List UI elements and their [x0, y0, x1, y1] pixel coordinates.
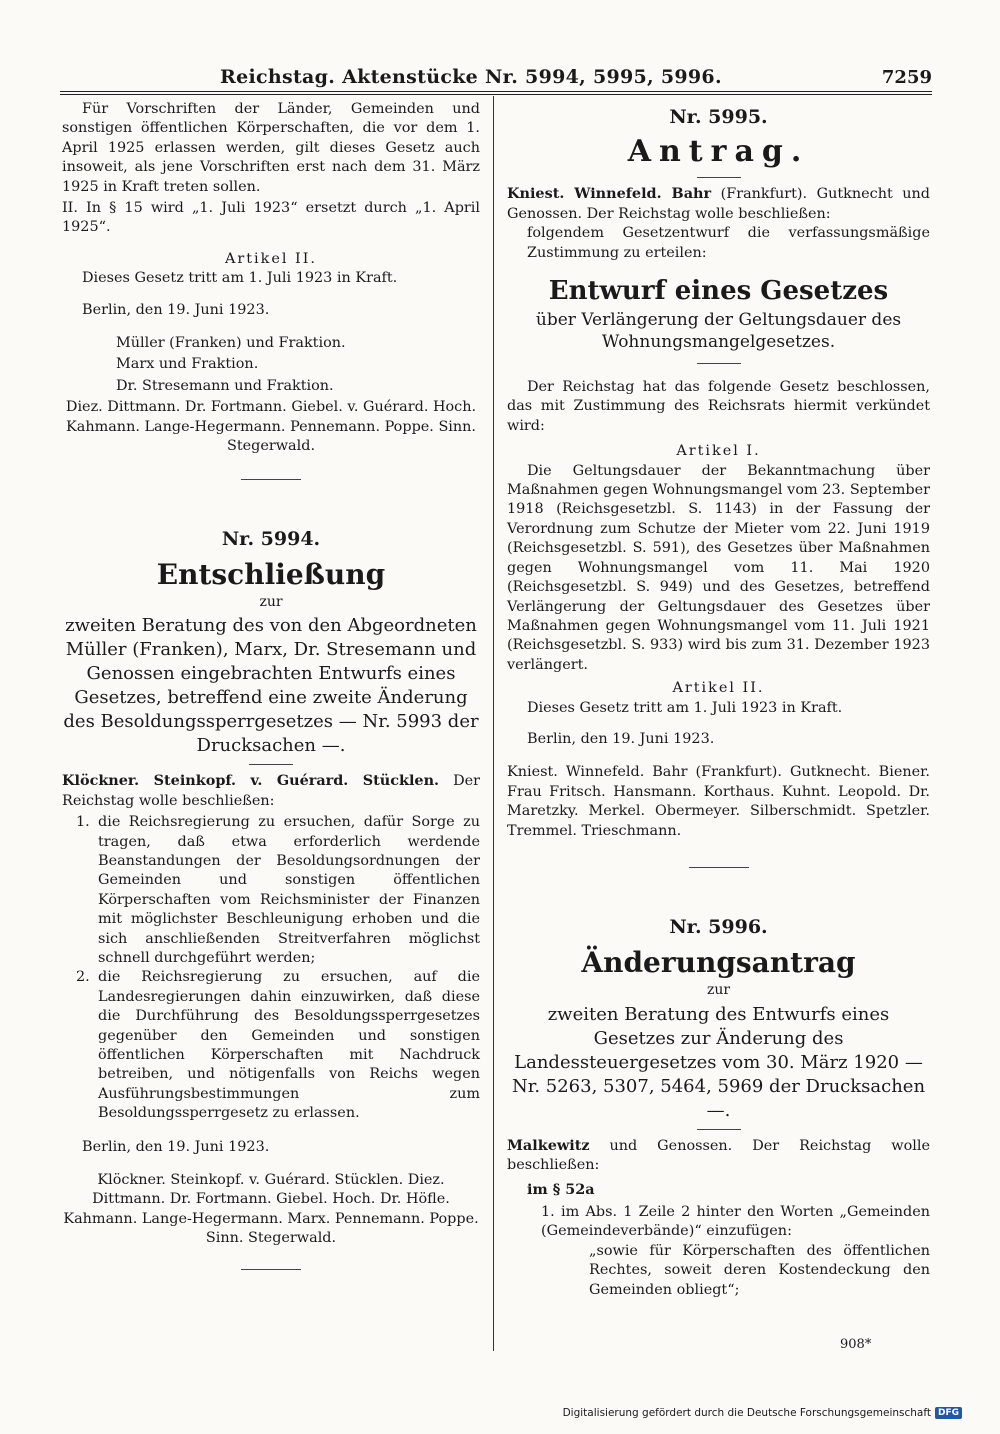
header-rule — [60, 91, 932, 95]
signatory-names: Diez. Dittmann. Dr. Fortmann. Giebel. v. Guérard. Hoch. Kahmann. Lange-Hegermann. Pennemann. Poppe. Sinn. Stegerwald. — [65, 399, 477, 455]
signer: Müller (Franken) und Fraktion. — [116, 335, 346, 352]
item-ii: II. In § 15 wird „1. Juli 1923“ ersetzt durch „1. April 1925“. — [62, 200, 480, 236]
page-code: 908* — [840, 1337, 872, 1352]
movers-indent: folgendem Gesetzentwurf die verfassungsmäßige Zustimmung zu erteilen: — [527, 225, 930, 261]
entwurf-title: Entwurf eines Gesetzes — [548, 276, 889, 307]
mover-tail: und Genossen. Der Reichstag wolle beschließen: — [507, 1137, 930, 1174]
signer-list — [62, 334, 480, 396]
movers: Kniest. Winnefeld. Bahr — [507, 185, 712, 203]
document-title: Antrag. — [627, 134, 810, 170]
dfg-logo: DFG — [935, 1407, 962, 1419]
mover: Malkewitz — [507, 1136, 590, 1154]
document-subtitle: zweiten Beratung des Entwurfs eines Gesetzes zur Änderung des Landessteuergesetzes vom 30. März 1920 — Nr. 5263, 5307, 5464, 5969 der Drucksachen —. — [511, 1003, 926, 1121]
document-number: Nr. 5996. — [669, 915, 768, 938]
artikel-ii-heading: Artikel II. — [672, 680, 765, 697]
page-number: 7259 — [881, 67, 932, 88]
signatory-names-2: Klöckner. Steinkopf. v. Guérard. Stücklen. Diez. Dittmann. Dr. Fortmann. Giebel. Hoch. Dr. Höfle. Kahmann. Lange-Hegermann. Marx. Pennemann. Poppe. Sinn. Stegerwald. — [63, 1172, 479, 1247]
document-title: Änderungsantrag — [581, 946, 856, 980]
place-date-2: Berlin, den 19. Juni 1923. — [82, 1138, 270, 1155]
left-column — [62, 100, 480, 1280]
zur-label: zur — [706, 982, 731, 999]
artikel-i-text: Die Geltungsdauer der Bekanntmachung über Maßnahmen gegen Wohnungsmangel vom 23. September 1918 (Reichsgesetzbl. S. 1143) in der Fassung der Verordnung zum Schutze der Mieter vom 22. Juni 1919 (Reichsgesetzbl. S. 591), des Gesetzes über Maßnahmen gegen Wohnungsmangel vom 11. Mai 1920 (Reichsgesetzbl. S. 949) und des Gesetzes, betreffend Verlängerung der Geltungsdauer des Gesetzes über Maßnahmen gegen Wohnungsmangel vom 11. Juli 1921 (Reichsgesetzbl. S. 933) wird bis zum 31. Dezember 1923 verlängert. — [507, 462, 930, 673]
artikel-ii-text: Dieses Gesetz tritt am 1. Juli 1923 in Kraft. — [82, 270, 398, 287]
short-rule — [697, 363, 741, 364]
credit-text: Digitalisierung gefördert durch die Deutsche Forschungsgemeinschaft — [562, 1407, 931, 1419]
signatory-names: Kniest. Winnefeld. Bahr (Frankfurt). Gutknecht. Biener. Frau Fritsch. Hansmann. Korthaus. Kuhnt. Leopold. Dr. Maretzky. Merkel. Obermeyer. Silberschmidt. Spetzler. Tremmel. Trieschmann. — [507, 764, 930, 839]
column-divider — [493, 96, 494, 1351]
artikel-ii-text: Dieses Gesetz tritt am 1. Juli 1923 in Kraft. — [527, 699, 843, 716]
artikel-i-heading: Artikel I. — [676, 443, 761, 460]
mover-line — [507, 1136, 930, 1176]
section-separator — [689, 867, 749, 868]
entwurf-subtitle: über Verlängerung der Geltungsdauer des Wohnungsmangelgesetzes. — [535, 310, 902, 353]
artikel-ii-heading: Artikel II. — [224, 250, 317, 267]
right-column — [507, 100, 930, 1300]
document-subtitle: zweiten Beratung des von den Abgeordneten Müller (Franken), Marx, Dr. Stresemann und Genossen eingebrachten Entwurfs eines Gesetzes, betreffend eine zweite Änderung des Besoldungssperrgesetzes — Nr. 5993 der Drucksachen —. — [63, 615, 479, 757]
intro-paragraph: Für Vorschriften der Länder, Gemeinden und sonstigen öffentlichen Körperschaften, die vor dem 1. April 1925 erlassen werden, gilt dieses Gesetz auch insoweit, als jene Vorschriften erst nach dem 31. März 1925 in Kraft treten sollen. — [62, 101, 480, 195]
document-number: Nr. 5994. — [221, 527, 321, 550]
section-separator — [241, 479, 301, 480]
movers: Klöckner. Steinkopf. v. Guérard. Stücklen. — [62, 772, 440, 790]
header-title: Reichstag. Aktenstücke Nr. 5994, 5995, 5996. — [220, 66, 722, 88]
footer-credit — [563, 1407, 962, 1419]
amendment-item: 1. im Abs. 1 Zeile 2 hinter den Worten „Gemeinden (Gemeindeverbände)“ einzufügen: — [541, 1204, 930, 1240]
amendment-quote: „sowie für Körperschaften des öffentlichen Rechtes, soweit deren Kostendeckung den Gemeinden obliegt“; — [589, 1242, 930, 1298]
short-rule — [697, 1129, 741, 1130]
zur-label: zur — [259, 593, 283, 610]
list-item: 1. die Reichsregierung zu ersuchen, dafür Sorge zu tragen, daß etwa erforderlich werdende Beanstandungen der Besoldungsordnungen der Gemeinden und sonstigen öffentlichen Körperschaften vom Reichsminister der Finanzen mit möglichster Beschleunigung erhoben und die sich anschließenden Streitverfahren möglichst schnell durchgeführt werden; — [76, 814, 480, 966]
place-date: Berlin, den 19. Juni 1923. — [82, 301, 270, 318]
short-rule — [697, 177, 741, 178]
movers-tail: Der Reichstag wolle beschließen: — [62, 773, 481, 809]
document-title: Entschließung — [156, 557, 386, 591]
paragraph-ref: im § 52a — [527, 1180, 595, 1198]
movers-tail: (Frankfurt). Gutknecht und Genossen. Der Reichstag wolle beschließen: — [507, 186, 930, 222]
movers-line — [62, 771, 480, 811]
resolution-items — [62, 813, 480, 1124]
signer: Marx und Fraktion. — [116, 356, 259, 373]
place-date: Berlin, den 19. Juni 1923. — [527, 730, 715, 747]
page-header — [60, 58, 932, 88]
signer: Dr. Stresemann und Fraktion. — [116, 377, 334, 394]
preamble: Der Reichstag hat das folgende Gesetz beschlossen, das mit Zustimmung des Reichsrats hiermit verkündet wird: — [507, 379, 930, 434]
short-rule — [249, 764, 293, 765]
section-separator — [241, 1269, 301, 1270]
list-item: 2. die Reichsregierung zu ersuchen, auf die Landesregierungen dahin einzuwirken, daß diese die Durchführung des Besoldungssperrgesetzes gegenüber den Gemeinden und sonstigen öffentlichen Körperschaften mit Nachdruck betreiben, und nötigenfalls von Reichs wegen Ausführungsbestimmungen zum Besoldungssperrgesetz zu erlassen. — [76, 969, 480, 1122]
movers-line — [507, 184, 930, 224]
document-number: Nr. 5995. — [669, 106, 768, 128]
